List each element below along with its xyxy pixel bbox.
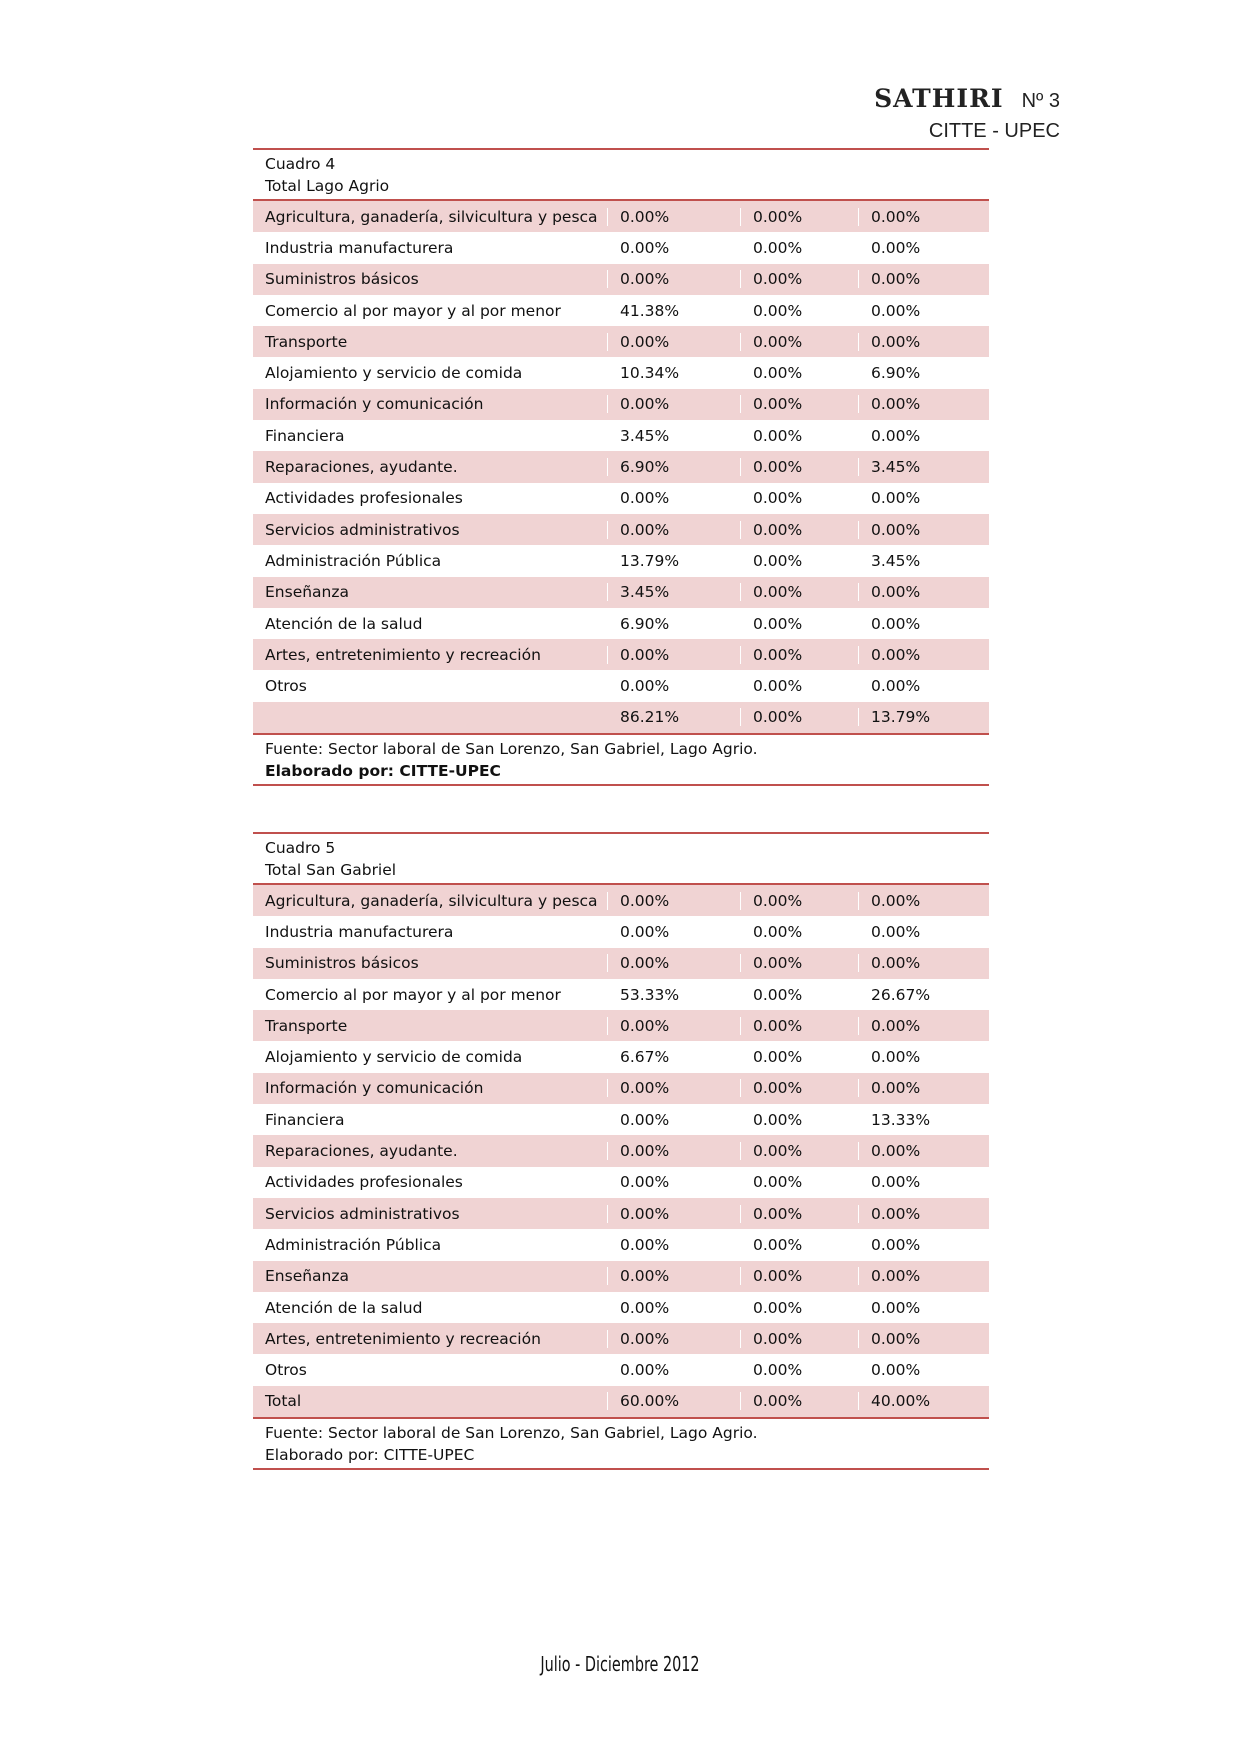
- row-value-1: 0.00%: [608, 1330, 741, 1348]
- table-row: [253, 389, 989, 420]
- table-row: [253, 1323, 989, 1354]
- row-value-3: 0.00%: [871, 1298, 921, 1317]
- row-value-2: 0.00%: [741, 364, 859, 382]
- row-value-3: 40.00%: [871, 1392, 931, 1411]
- row-value-3: 0.00%: [871, 645, 921, 664]
- row-value-3: 0.00%: [871, 1204, 921, 1223]
- issue-number: Nº 3: [1021, 90, 1060, 112]
- journal-name: SATHIRI: [874, 84, 1004, 113]
- row-value-1: 0.00%: [608, 1236, 741, 1254]
- row-value-1: 0.00%: [608, 489, 741, 507]
- row-value-2: 0.00%: [741, 1267, 859, 1285]
- row-value-1: 0.00%: [608, 677, 741, 695]
- table-row: [253, 979, 989, 1010]
- row-value-3: 0.00%: [871, 332, 921, 351]
- table-row: [253, 1354, 989, 1385]
- table-footer: [253, 1417, 989, 1470]
- row-value-3: 0.00%: [871, 1016, 921, 1035]
- row-value-1: 0.00%: [608, 1267, 741, 1285]
- table-row: [253, 545, 989, 576]
- row-label: Administración Pública: [253, 552, 608, 570]
- table-row: [253, 608, 989, 639]
- row-value-2: 0.00%: [741, 892, 859, 910]
- table-row: [253, 1229, 989, 1260]
- row-label: Atención de la salud: [253, 615, 608, 633]
- table-row: [253, 916, 989, 947]
- row-label: Actividades profesionales: [253, 489, 608, 507]
- row-value-1: 53.33%: [608, 986, 741, 1004]
- table-caption: Cuadro 4: [265, 155, 336, 173]
- table-row: [253, 264, 989, 295]
- table-row: [253, 201, 989, 232]
- row-value-3: 0.00%: [871, 301, 921, 320]
- row-label: Suministros básicos: [253, 954, 608, 972]
- row-value-3: 0.00%: [871, 270, 921, 289]
- table-row: [253, 1261, 989, 1292]
- table-body: [253, 885, 989, 1417]
- row-value-3: 26.67%: [871, 985, 931, 1004]
- row-value-1: 13.79%: [608, 552, 741, 570]
- row-value-1: 86.21%: [608, 708, 741, 726]
- row-value-1: 0.00%: [608, 646, 741, 664]
- table-row: [253, 885, 989, 916]
- row-label: Reparaciones, ayudante.: [253, 1142, 608, 1160]
- row-value-1: 60.00%: [608, 1392, 741, 1410]
- row-value-3: 0.00%: [871, 677, 921, 696]
- row-value-2: 0.00%: [741, 677, 859, 695]
- row-value-1: 0.00%: [608, 270, 741, 288]
- row-value-1: 0.00%: [608, 208, 741, 226]
- table-prepared-by: Elaborado por: CITTE-UPEC: [265, 1446, 475, 1465]
- row-value-1: 6.90%: [608, 615, 741, 633]
- row-value-2: 0.00%: [741, 646, 859, 664]
- organization-name: CITTE - UPEC: [928, 120, 1060, 142]
- row-label: Reparaciones, ayudante.: [253, 458, 608, 476]
- row-label: Transporte: [253, 333, 608, 351]
- row-value-3: 3.45%: [871, 551, 921, 570]
- row-label: Total: [253, 1392, 608, 1410]
- row-value-1: 10.34%: [608, 364, 741, 382]
- row-value-1: 0.00%: [608, 1079, 741, 1097]
- row-value-2: 0.00%: [741, 1173, 859, 1191]
- row-value-3: 0.00%: [871, 583, 921, 602]
- row-value-2: 0.00%: [741, 1205, 859, 1223]
- row-value-1: 0.00%: [608, 892, 741, 910]
- page-footer: Julio - Diciembre 2012: [540, 1652, 700, 1676]
- row-value-3: 6.90%: [871, 364, 921, 383]
- row-value-2: 0.00%: [741, 986, 859, 1004]
- row-value-1: 0.00%: [608, 1111, 741, 1129]
- row-label: Enseñanza: [253, 1267, 608, 1285]
- row-label: Suministros básicos: [253, 270, 608, 288]
- row-value-2: 0.00%: [741, 1299, 859, 1317]
- table-row: [253, 357, 989, 388]
- row-value-1: 0.00%: [608, 1205, 741, 1223]
- page-header: [874, 84, 1060, 144]
- row-value-1: 6.67%: [608, 1048, 741, 1066]
- row-value-2: 0.00%: [741, 1111, 859, 1129]
- row-label: Industria manufacturera: [253, 239, 608, 257]
- row-value-2: 0.00%: [741, 208, 859, 226]
- row-value-3: 0.00%: [871, 1329, 921, 1348]
- row-value-3: 3.45%: [871, 458, 921, 477]
- row-label: Otros: [253, 677, 608, 695]
- table-title: Total Lago Agrio: [265, 177, 390, 195]
- row-label: Financiera: [253, 427, 608, 445]
- row-value-3: 0.00%: [871, 1079, 921, 1098]
- row-value-2: 0.00%: [741, 458, 859, 476]
- row-value-3: 0.00%: [871, 1173, 921, 1192]
- row-value-1: 3.45%: [608, 583, 741, 601]
- table-header: [253, 148, 989, 201]
- row-value-1: 41.38%: [608, 302, 741, 320]
- row-label: Administración Pública: [253, 1236, 608, 1254]
- row-value-3: 0.00%: [871, 1235, 921, 1254]
- row-value-2: 0.00%: [741, 302, 859, 320]
- row-label: Información y comunicación: [253, 395, 608, 413]
- row-value-3: 0.00%: [871, 1048, 921, 1067]
- row-value-3: 0.00%: [871, 614, 921, 633]
- row-label: Comercio al por mayor y al por menor: [253, 302, 608, 320]
- table-row: [253, 1041, 989, 1072]
- table-row: [253, 948, 989, 979]
- row-value-2: 0.00%: [741, 239, 859, 257]
- row-label: Agricultura, ganadería, silvicultura y pesca: [253, 892, 608, 910]
- row-value-2: 0.00%: [741, 270, 859, 288]
- row-value-2: 0.00%: [741, 583, 859, 601]
- table-row: [253, 451, 989, 482]
- row-value-3: 0.00%: [871, 395, 921, 414]
- row-value-3: 0.00%: [871, 1142, 921, 1161]
- row-value-3: 0.00%: [871, 207, 921, 226]
- table-row: [253, 639, 989, 670]
- row-label: Información y comunicación: [253, 1079, 608, 1097]
- row-value-3: 0.00%: [871, 238, 921, 257]
- row-label: Servicios administrativos: [253, 1205, 608, 1223]
- row-value-3: 0.00%: [871, 922, 921, 941]
- row-value-2: 0.00%: [741, 1079, 859, 1097]
- row-value-1: 0.00%: [608, 395, 741, 413]
- table-row: [253, 483, 989, 514]
- row-label: Alojamiento y servicio de comida: [253, 1048, 608, 1066]
- row-value-2: 0.00%: [741, 1017, 859, 1035]
- row-value-2: 0.00%: [741, 1392, 859, 1410]
- table-body: [253, 201, 989, 733]
- row-label: Agricultura, ganadería, silvicultura y pesca: [253, 208, 608, 226]
- table-row: [253, 670, 989, 701]
- table-row: [253, 295, 989, 326]
- row-label: Alojamiento y servicio de comida: [253, 364, 608, 382]
- row-value-2: 0.00%: [741, 1330, 859, 1348]
- table-caption: Cuadro 5: [265, 839, 336, 857]
- row-label: Artes, entretenimiento y recreación: [253, 646, 608, 664]
- row-value-2: 0.00%: [741, 1142, 859, 1160]
- row-value-2: 0.00%: [741, 954, 859, 972]
- table-cuadro-5: [253, 832, 989, 1470]
- table-footer: [253, 733, 989, 786]
- row-value-1: 0.00%: [608, 521, 741, 539]
- row-value-2: 0.00%: [741, 923, 859, 941]
- row-value-2: 0.00%: [741, 395, 859, 413]
- row-label: Atención de la salud: [253, 1299, 608, 1317]
- table-cuadro-4: [253, 148, 989, 786]
- table-row: [253, 1386, 989, 1417]
- table-row: [253, 1135, 989, 1166]
- row-value-3: 0.00%: [871, 954, 921, 973]
- row-label: Otros: [253, 1361, 608, 1379]
- row-value-3: 0.00%: [871, 891, 921, 910]
- row-value-3: 13.79%: [871, 708, 931, 727]
- row-value-2: 0.00%: [741, 1361, 859, 1379]
- row-value-2: 0.00%: [741, 489, 859, 507]
- table-prepared-by: Elaborado por: CITTE-UPEC: [265, 762, 501, 781]
- header-title-line: [874, 84, 1060, 118]
- row-value-3: 13.33%: [871, 1110, 931, 1129]
- row-value-1: 0.00%: [608, 1142, 741, 1160]
- row-label: Comercio al por mayor y al por menor: [253, 986, 608, 1004]
- row-value-3: 0.00%: [871, 1267, 921, 1286]
- table-row: [253, 1073, 989, 1104]
- table-row: [253, 1167, 989, 1198]
- row-value-2: 0.00%: [741, 427, 859, 445]
- table-row: [253, 514, 989, 545]
- row-value-1: 6.90%: [608, 458, 741, 476]
- row-value-1: 0.00%: [608, 954, 741, 972]
- table-source: Fuente: Sector laboral de San Lorenzo, San Gabriel, Lago Agrio.: [265, 1424, 758, 1443]
- row-value-1: 0.00%: [608, 1361, 741, 1379]
- row-value-2: 0.00%: [741, 552, 859, 570]
- row-label: Industria manufacturera: [253, 923, 608, 941]
- row-value-1: 0.00%: [608, 1017, 741, 1035]
- row-value-2: 0.00%: [741, 708, 859, 726]
- row-value-3: 0.00%: [871, 426, 921, 445]
- row-value-2: 0.00%: [741, 615, 859, 633]
- table-row: [253, 1104, 989, 1135]
- table-source: Fuente: Sector laboral de San Lorenzo, San Gabriel, Lago Agrio.: [265, 740, 758, 759]
- table-title: Total San Gabriel: [265, 861, 397, 879]
- table-row: [253, 232, 989, 263]
- row-value-2: 0.00%: [741, 333, 859, 351]
- row-value-1: 0.00%: [608, 923, 741, 941]
- row-label: Transporte: [253, 1017, 608, 1035]
- row-value-1: 3.45%: [608, 427, 741, 445]
- table-row: [253, 1198, 989, 1229]
- row-value-1: 0.00%: [608, 1173, 741, 1191]
- table-row: [253, 326, 989, 357]
- row-label: Financiera: [253, 1111, 608, 1129]
- row-label: Servicios administrativos: [253, 521, 608, 539]
- table-row: [253, 702, 989, 733]
- row-value-2: 0.00%: [741, 1048, 859, 1066]
- table-header: [253, 832, 989, 885]
- row-value-3: 0.00%: [871, 520, 921, 539]
- row-label: Enseñanza: [253, 583, 608, 601]
- table-row: [253, 1292, 989, 1323]
- row-label: Artes, entretenimiento y recreación: [253, 1330, 608, 1348]
- row-value-1: 0.00%: [608, 1299, 741, 1317]
- table-row: [253, 1010, 989, 1041]
- row-value-3: 0.00%: [871, 1361, 921, 1380]
- row-value-2: 0.00%: [741, 521, 859, 539]
- row-value-3: 0.00%: [871, 489, 921, 508]
- table-row: [253, 577, 989, 608]
- row-label: Actividades profesionales: [253, 1173, 608, 1191]
- table-row: [253, 420, 989, 451]
- row-value-1: 0.00%: [608, 333, 741, 351]
- row-value-2: 0.00%: [741, 1236, 859, 1254]
- row-value-1: 0.00%: [608, 239, 741, 257]
